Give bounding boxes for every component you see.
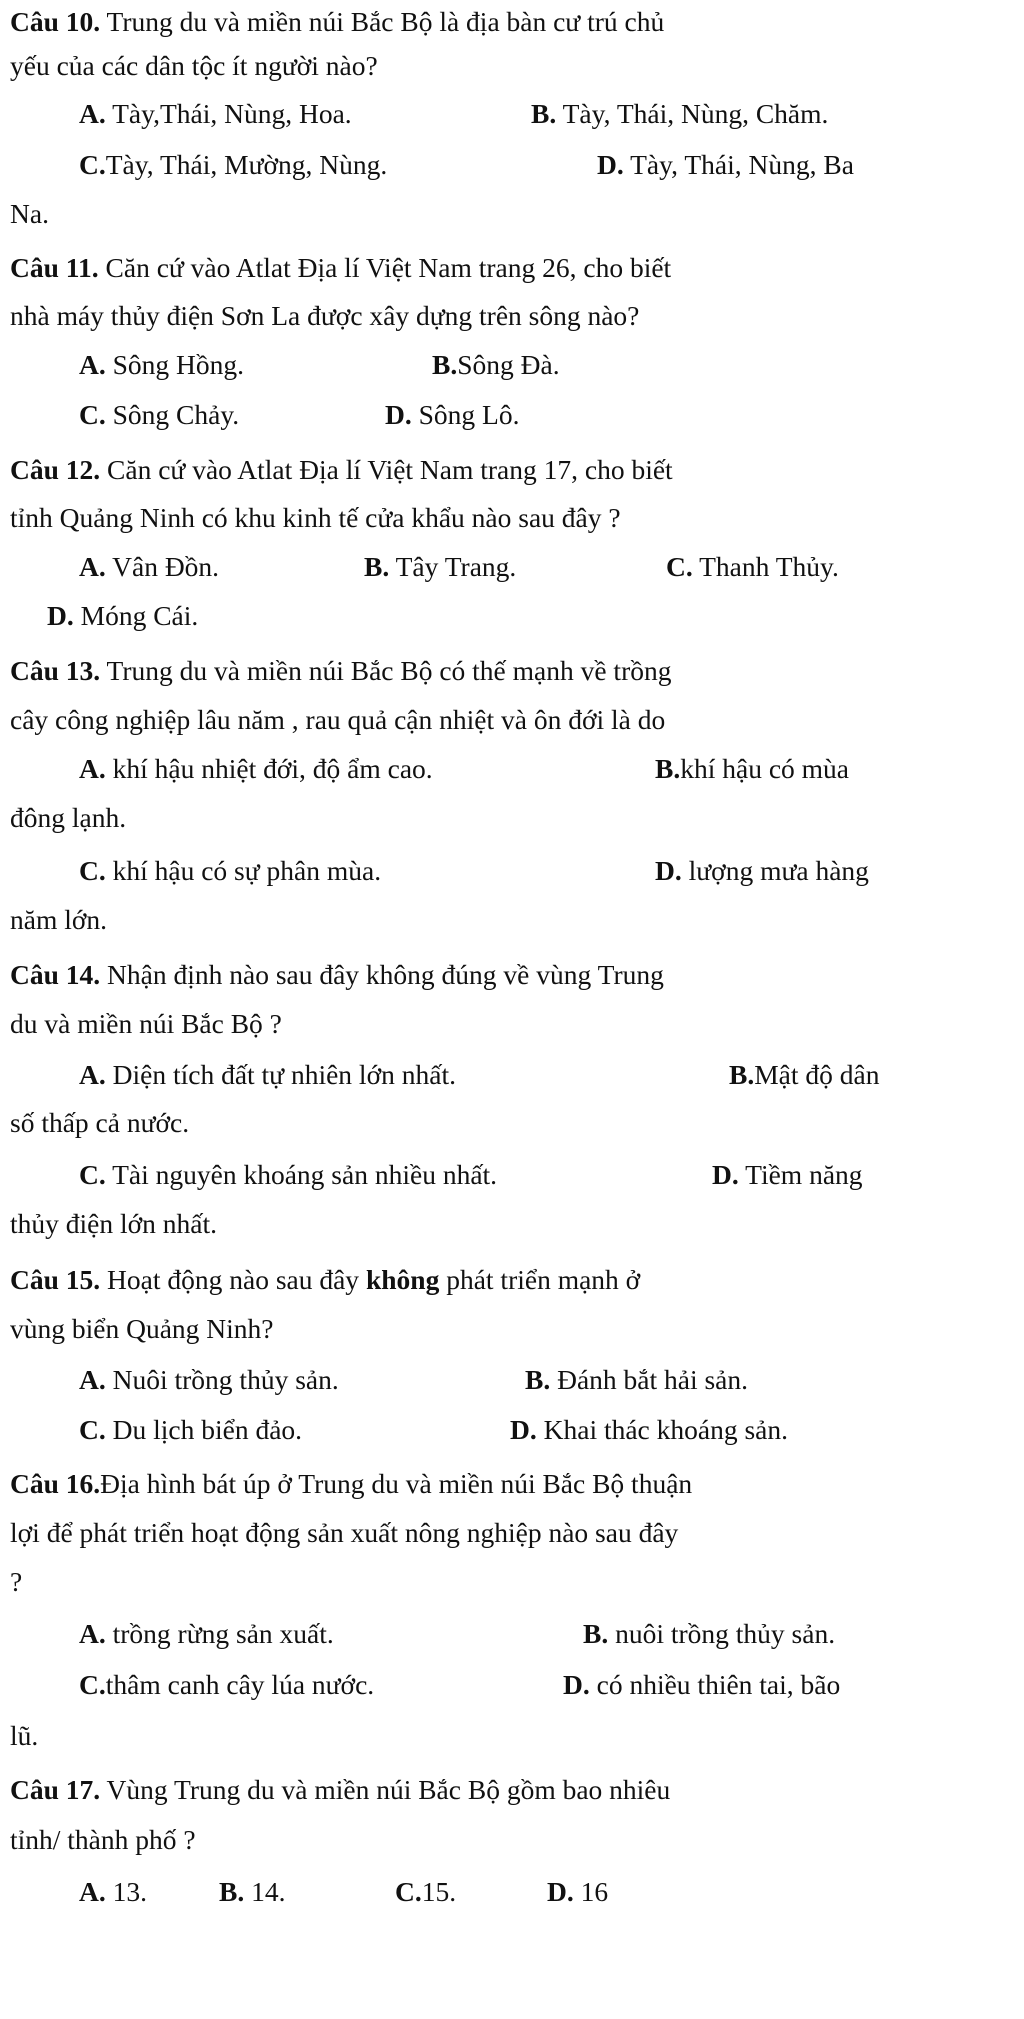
q17-option-b: B. 14.: [219, 1876, 286, 1907]
q13-option-a: A. khí hậu nhiệt đới, độ ẩm cao.: [79, 753, 433, 784]
q10-option-c: C.Tày, Thái, Mường, Nùng.: [79, 149, 388, 180]
q11-option-c: C. Sông Chảy.: [79, 399, 240, 430]
q10-stem-line1: [0, 2, 1024, 42]
q17-option-d: D. 16: [547, 1876, 609, 1907]
q15-options-row1: [0, 1360, 1024, 1400]
q16-option-c: C.thâm canh cây lúa nước.: [79, 1669, 375, 1700]
q14-stem-line1: Câu 14. Nhận định nào sau đây không đúng về vùng Trung: [10, 959, 664, 990]
q10-stem-line2: [0, 46, 1024, 86]
q17-option-c: C.15.: [395, 1876, 457, 1907]
q11-stem-line2: nhà máy thủy điện Sơn La được xây dựng trên sông nào?: [10, 300, 640, 331]
q14-option-c: C. Tài nguyên khoáng sản nhiều nhất.: [79, 1159, 498, 1190]
q10-option-a: A. Tày,Thái, Nùng, Hoa.: [79, 98, 352, 129]
q10-options-row2: [0, 145, 1024, 185]
q16-stem-line1: Câu 16.Địa hình bát úp ở Trung du và miền núi Bắc Bộ thuận: [10, 1468, 693, 1499]
q15-emphasis: không: [365, 1264, 440, 1295]
q14-option-d-cont: thủy điện lớn nhất.: [10, 1208, 218, 1239]
q13-stem-line1: Câu 13. Trung du và miền núi Bắc Bộ có thế mạnh về trồng: [10, 655, 672, 686]
q10-stem-cont: yếu của các dân tộc ít người nào?: [10, 50, 378, 81]
q17-stem-line2: tỉnh/ thành phố ?: [10, 1824, 196, 1855]
q17-options-row1: [0, 1872, 1024, 1912]
q13-option-c: C. khí hậu có sự phân mùa.: [79, 855, 382, 886]
q10-label: Câu 10.: [10, 6, 101, 37]
q14-option-b-cont: số thấp cả nước.: [10, 1107, 190, 1138]
q15-option-b: B. Đánh bắt hải sản.: [525, 1364, 749, 1395]
q10-stem: Trung du và miền núi Bắc Bộ là địa bàn cư trú chủ: [100, 6, 665, 37]
q10-options-row1: [0, 94, 1024, 134]
q11-option-b: B.Sông Đà.: [432, 349, 560, 380]
q17-option-a: A. 13.: [79, 1876, 147, 1907]
q12-options-row1: [0, 547, 1024, 587]
q17-stem-line1: Câu 17. Vùng Trung du và miền núi Bắc Bộ gồm bao nhiêu: [10, 1774, 671, 1805]
q16-option-a: A. trồng rừng sản xuất.: [79, 1618, 334, 1649]
q16-option-d-cont: lũ.: [10, 1720, 39, 1751]
q12-option-c: C. Thanh Thủy.: [666, 551, 839, 582]
q12-options-row2: [0, 596, 1024, 636]
q13-options-row1: [0, 749, 1024, 789]
q11-stem-line1: [0, 248, 1024, 288]
q17-label: Câu 17.: [10, 1774, 101, 1805]
q16-option-d: D. có nhiều thiên tai, bão: [563, 1669, 841, 1700]
q15-stem-line1: Câu 15. Hoạt động nào sau đây không phát triển mạnh ở: [10, 1264, 641, 1295]
q11-label: Câu 11.: [10, 252, 99, 283]
q14-options-row1: [0, 1055, 1024, 1095]
q11-option-d: D. Sông Lô.: [385, 399, 520, 430]
q14-option-b: B.Mật độ dân: [729, 1059, 880, 1090]
q16-options-row2: [0, 1665, 1024, 1705]
q15-option-a: A. Nuôi trồng thủy sản.: [79, 1364, 339, 1395]
q14-option-a: A. Diện tích đất tự nhiên lớn nhất.: [79, 1059, 456, 1090]
q15-option-d: D. Khai thác khoáng sản.: [510, 1414, 788, 1445]
q11-option-a: A. Sông Hồng.: [79, 349, 245, 380]
q12-stem-line1: Câu 12. Căn cứ vào Atlat Địa lí Việt Nam trang 17, cho biết: [10, 454, 673, 485]
q13-label: Câu 13.: [10, 655, 101, 686]
q16-label: Câu 16.: [10, 1468, 101, 1499]
q11-options-row2: [0, 395, 1024, 435]
q15-label: Câu 15.: [10, 1264, 101, 1295]
q13-stem-line2: cây công nghiệp lâu năm , rau quả cận nhiệt và ôn đới là do: [10, 704, 666, 735]
q10-option-d: D. Tày, Thái, Nùng, Ba: [597, 149, 854, 180]
q13-option-d: D. lượng mưa hàng: [655, 855, 869, 886]
q13-option-d-cont: năm lớn.: [10, 904, 108, 935]
q14-stem-line2: du và miền núi Bắc Bộ ?: [10, 1008, 282, 1039]
q16-stem-line3: ?: [10, 1566, 23, 1597]
q11-options-row1: [0, 345, 1024, 385]
q12-label: Câu 12.: [10, 454, 101, 485]
q16-option-b: B. nuôi trồng thủy sản.: [583, 1618, 836, 1649]
q11-stem: Căn cứ vào Atlat Địa lí Việt Nam trang 26, cho biết: [98, 252, 672, 283]
q13-option-b-cont: đông lạnh.: [10, 802, 127, 833]
q10-option-b: B. Tày, Thái, Nùng, Chăm.: [531, 98, 829, 129]
q14-options-row2: [0, 1155, 1024, 1195]
q15-option-c: C. Du lịch biển đảo.: [79, 1414, 303, 1445]
q12-stem-line2: tỉnh Quảng Ninh có khu kinh tế cửa khẩu nào sau đây ?: [10, 502, 621, 533]
q13-options-row2: [0, 851, 1024, 891]
q16-stem-line2: lợi để phát triển hoạt động sản xuất nông nghiệp nào sau đây: [10, 1517, 679, 1548]
q14-option-d: D. Tiềm năng: [712, 1159, 863, 1190]
q12-option-d: D. Móng Cái.: [47, 600, 199, 631]
q12-option-b: B. Tây Trang.: [364, 551, 517, 582]
q14-label: Câu 14.: [10, 959, 101, 990]
q13-option-b: B.khí hậu có mùa: [655, 753, 849, 784]
q10-option-d-cont: Na.: [10, 198, 49, 229]
q16-options-row1: [0, 1614, 1024, 1654]
q15-options-row2: [0, 1410, 1024, 1450]
q15-stem-line2: vùng biển Quảng Ninh?: [10, 1313, 274, 1344]
q12-option-a: A. Vân Đồn.: [79, 551, 220, 582]
